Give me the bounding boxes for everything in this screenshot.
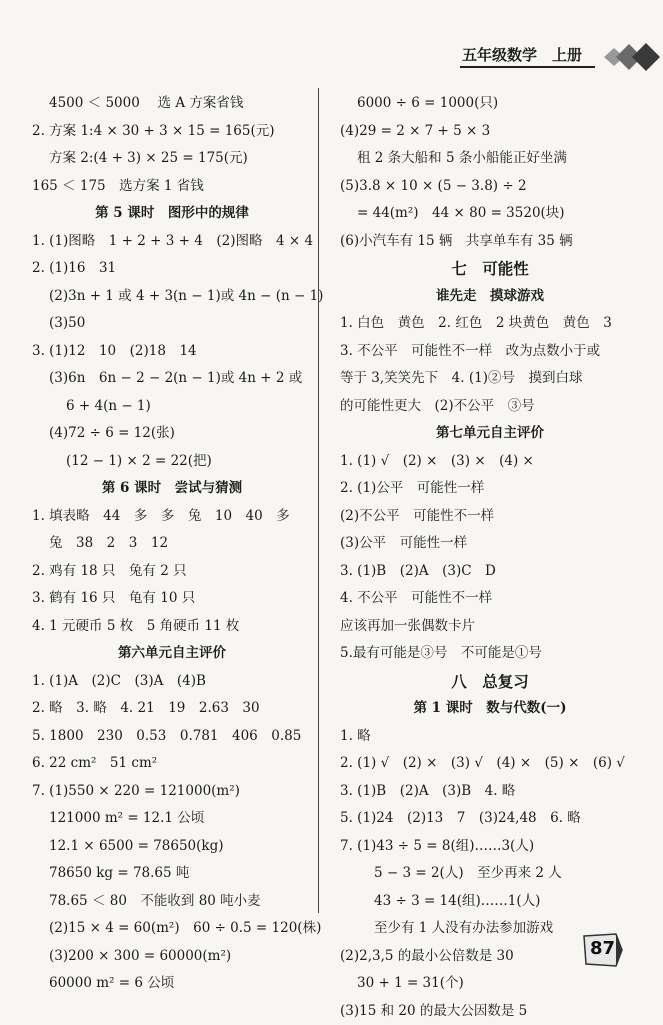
answer-line: 7. (1)550 × 220 = 121000(m²) — [32, 778, 312, 806]
answer-line: 30 + 1 = 31(个) — [340, 970, 640, 998]
answer-line: 165 ＜ 175 选方案 1 省钱 — [32, 173, 312, 201]
answer-line: 121000 m² = 12.1 公顷 — [32, 805, 312, 833]
answer-line: (4)29 = 2 × 7 + 5 × 3 — [340, 118, 640, 146]
section-heading: 第 6 课时 尝试与猜测 — [32, 475, 312, 503]
answer-line: 4. 1 元硬币 5 枚 5 角硬币 11 枚 — [32, 613, 312, 641]
right-column — [340, 90, 640, 1025]
answer-line: 4500 ＜ 5000 选 A 方案省钱 — [32, 90, 312, 118]
page-header — [460, 40, 660, 70]
section-heading: 第六单元自主评价 — [32, 640, 312, 668]
section-heading: 第七单元自主评价 — [340, 420, 640, 448]
answer-line: 5.最有可能是③号 不可能是①号 — [340, 640, 640, 668]
answer-line: 1. 填表略 44 多 多 兔 10 40 多 — [32, 503, 312, 531]
answer-line: (4)72 ÷ 6 = 12(张) — [32, 420, 312, 448]
answer-line: 2. (1) √ (2) × (3) √ (4) × (5) × (6) √ — [340, 750, 640, 778]
section-heading: 第 5 课时 图形中的规律 — [32, 200, 312, 228]
answer-line: (5)3.8 × 10 × (5 − 3.8) ÷ 2 — [340, 173, 640, 201]
answer-line: 43 ÷ 3 = 14(组)……1(人) — [340, 888, 640, 916]
answer-line: 2. (1)16 31 — [32, 255, 312, 283]
answer-line: 6. 22 cm² 51 cm² — [32, 750, 312, 778]
answer-line: 2. 鸡有 18 只 兔有 2 只 — [32, 558, 312, 586]
answer-line: 租 2 条大船和 5 条小船能正好坐满 — [340, 145, 640, 173]
answer-line: (2)不公平 可能性不一样 — [340, 503, 640, 531]
answer-line: (3)50 — [32, 310, 312, 338]
answer-line: (2)2,3,5 的最小公倍数是 30 — [340, 943, 640, 971]
answer-line: 78.65 ＜ 80 不能收到 80 吨小麦 — [32, 888, 312, 916]
answer-line: 的可能性更大 (2)不公平 ③号 — [340, 393, 640, 421]
answer-line: 应该再加一张偶数卡片 — [340, 613, 640, 641]
answer-line: (6)小汽车有 15 辆 共享单车有 35 辆 — [340, 228, 640, 256]
answer-line: 3. (1)12 10 (2)18 14 — [32, 338, 312, 366]
answer-line: 5 − 3 = 2(人) 至少再来 2 人 — [340, 860, 640, 888]
answer-line: 12.1 × 6500 = 78650(kg) — [32, 833, 312, 861]
answer-line: 2. (1)公平 可能性一样 — [340, 475, 640, 503]
left-column — [32, 90, 312, 998]
answer-line: 1. 略 — [340, 723, 640, 751]
answer-line: 3. 鹤有 16 只 龟有 10 只 — [32, 585, 312, 613]
answer-line: (3)15 和 20 的最大公因数是 5 — [340, 998, 640, 1025]
answer-line: (2)15 × 4 = 60(m²) 60 ÷ 0.5 = 120(株) — [32, 915, 312, 943]
answer-line: 5. 1800 230 0.53 0.781 406 0.85 — [32, 723, 312, 751]
answer-line: 至少有 1 人没有办法参加游戏 — [340, 915, 640, 943]
answer-line: 1. (1)图略 1 + 2 + 3 + 4 (2)图略 4 × 4 — [32, 228, 312, 256]
answer-line: 2. 略 3. 略 4. 21 19 2.63 30 — [32, 695, 312, 723]
answer-line: = 44(m²) 44 × 80 = 3520(块) — [340, 200, 640, 228]
section-heading: 谁先走 摸球游戏 — [340, 283, 640, 311]
page-number: 87 — [590, 938, 615, 959]
header-rule — [460, 66, 595, 68]
answer-line: 等于 3,笑笑先下 4. (1)②号 摸到白球 — [340, 365, 640, 393]
answer-line: 方案 2:(4 + 3) × 25 = 175(元) — [32, 145, 312, 173]
book-title: 五年级数学 上册 — [462, 44, 582, 65]
answer-line: 3. (1)B (2)A (3)B 4. 略 — [340, 778, 640, 806]
answer-line: 78650 kg = 78.65 吨 — [32, 860, 312, 888]
answer-line: 1. (1)A (2)C (3)A (4)B — [32, 668, 312, 696]
answer-line: 3. 不公平 可能性不一样 改为点数小于或 — [340, 338, 640, 366]
answer-line: 7. (1)43 ÷ 5 = 8(组)……3(人) — [340, 833, 640, 861]
page-number-badge — [580, 930, 626, 970]
answer-line: 2. 方案 1:4 × 30 + 3 × 15 = 165(元) — [32, 118, 312, 146]
answer-line: (3)6n 6n − 2 − 2(n − 1)或 4n + 2 或 — [32, 365, 312, 393]
section-heading: 八 总复习 — [340, 668, 640, 696]
column-divider — [318, 88, 319, 913]
answer-line: (2)3n + 1 或 4 + 3(n − 1)或 4n − (n − 1) — [32, 283, 312, 311]
answer-line: 1. (1) √ (2) × (3) × (4) × — [340, 448, 640, 476]
answer-line: 4. 不公平 可能性不一样 — [340, 585, 640, 613]
answer-line: (3)200 × 300 = 60000(m²) — [32, 943, 312, 971]
answer-line: 3. (1)B (2)A (3)C D — [340, 558, 640, 586]
answer-line: 1. 白色 黄色 2. 红色 2 块黄色 黄色 3 — [340, 310, 640, 338]
answer-line: 6 + 4(n − 1) — [32, 393, 312, 421]
section-heading: 七 可能性 — [340, 255, 640, 283]
answer-line: (3)公平 可能性一样 — [340, 530, 640, 558]
answer-line: 兔 38 2 3 12 — [32, 530, 312, 558]
section-heading: 第 1 课时 数与代数(一) — [340, 695, 640, 723]
diamond-decoration-icon — [592, 40, 662, 74]
answer-line: 60000 m² = 6 公顷 — [32, 970, 312, 998]
answer-line: 5. (1)24 (2)13 7 (3)24,48 6. 略 — [340, 805, 640, 833]
answer-line: 6000 ÷ 6 = 1000(只) — [340, 90, 640, 118]
answer-line: (12 − 1) × 2 = 22(把) — [32, 448, 312, 476]
